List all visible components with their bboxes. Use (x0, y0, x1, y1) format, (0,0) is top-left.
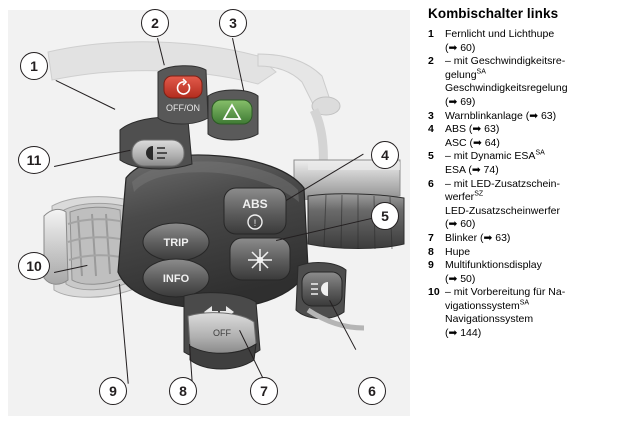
legend-number: 5 (428, 150, 434, 163)
legend-item-7 (428, 232, 619, 246)
info-label: INFO (162, 273, 190, 285)
legend-number: 3 (428, 109, 434, 122)
turn-indicator-horn-pod (184, 293, 260, 369)
callout-2[interactable]: 2 (141, 9, 169, 37)
cruise-off-on-label: OFF/ON (166, 103, 200, 113)
legend-body (445, 55, 619, 109)
callout-3[interactable]: 3 (219, 9, 247, 37)
legend-item-8 (428, 246, 619, 260)
legend-line: ABS (➡ 63) (445, 123, 500, 136)
combination-switch-illustration (8, 10, 410, 416)
legend-item-2 (428, 55, 619, 109)
abs-label: ABS (242, 197, 268, 211)
legend-line: Geschwindigkeitsregelung (445, 82, 568, 95)
legend-body (445, 232, 619, 246)
callout-6[interactable]: 6 (358, 377, 386, 405)
callout-1[interactable]: 1 (20, 52, 48, 80)
legend-body (445, 150, 619, 177)
legend-line: (➡ 60) (445, 218, 476, 231)
legend-body (445, 286, 619, 340)
legend-number: 6 (428, 177, 434, 190)
callout-4[interactable]: 4 (371, 141, 399, 169)
legend-line: (➡ 144) (445, 327, 482, 340)
legend-line: Multifunktionsdisplay (445, 259, 542, 272)
cruise-control-switch (158, 66, 208, 124)
legend-line: – mit Vorbereitung für Na- (445, 286, 566, 299)
legend-number: 8 (428, 245, 434, 258)
legend-line: Warnblinkanlage (➡ 63) (445, 109, 557, 122)
legend-line: (➡ 50) (445, 272, 476, 285)
legend-item-9 (428, 259, 619, 286)
legend-line: gelung$^{SA}$ (445, 68, 486, 81)
callout-5[interactable]: 5 (371, 202, 399, 230)
info-button (143, 259, 209, 297)
legend-item-6 (428, 178, 619, 232)
legend-body (445, 178, 619, 232)
legend-line: vigationssystem$^{SA}$ (445, 299, 530, 312)
hazard-warning-switch (208, 90, 258, 140)
turn-off-label: OFF (213, 328, 231, 338)
legend-line: – mit Geschwindigkeitsre- (445, 55, 566, 68)
callout-10[interactable]: 10 (18, 252, 50, 280)
legend-line: Navigationssystem (445, 313, 534, 326)
legend-body (445, 246, 619, 260)
led-auxiliary-light-button (296, 263, 346, 319)
page-title: Kombischalter links (428, 6, 559, 21)
legend-item-1 (428, 28, 619, 55)
legend-number: 9 (428, 259, 434, 272)
legend-line: – mit LED-Zusatzschein- (445, 177, 560, 190)
legend-body (445, 123, 619, 150)
svg-text:!: ! (253, 218, 257, 228)
legend-line: LED-Zusatzscheinwerfer (445, 204, 560, 217)
legend-line: (➡ 60) (445, 41, 476, 54)
legend-body (445, 28, 619, 55)
legend-number: 7 (428, 231, 434, 244)
legend-line: ESA (➡ 74) (445, 163, 499, 176)
callout-8[interactable]: 8 (169, 377, 197, 405)
legend-item-10 (428, 286, 619, 340)
legend-panel (424, 0, 625, 431)
legend-number: 1 (428, 28, 434, 40)
legend-number: 2 (428, 55, 434, 68)
legend-line: werfer$^{SZ}$ (445, 190, 484, 204)
high-beam-flasher-switch (132, 140, 184, 166)
legend-line: ASC (➡ 64) (445, 136, 500, 149)
legend-item-3 (428, 110, 619, 124)
callout-9[interactable]: 9 (99, 377, 127, 405)
legend-line: Blinker (➡ 63) (445, 231, 511, 244)
legend-item-5 (428, 150, 619, 177)
trip-button (143, 223, 209, 261)
legend-line: Fernlicht und Lichthupe (445, 28, 555, 40)
esa-button (230, 238, 290, 280)
legend-line: – mit Dynamic $ESA^{SA}$ (445, 149, 545, 163)
trip-label: TRIP (163, 237, 189, 249)
callout-7[interactable]: 7 (250, 377, 278, 405)
callout-11[interactable]: 11 (18, 146, 50, 174)
legend-line: Hupe (445, 245, 471, 258)
legend-body (445, 110, 619, 124)
legend-item-4 (428, 123, 619, 150)
legend-body (445, 259, 619, 286)
legend-number: 10 (428, 286, 440, 299)
legend-line: (➡ 69) (445, 95, 476, 108)
legend-number: 4 (428, 123, 434, 136)
abs-button (224, 188, 286, 234)
